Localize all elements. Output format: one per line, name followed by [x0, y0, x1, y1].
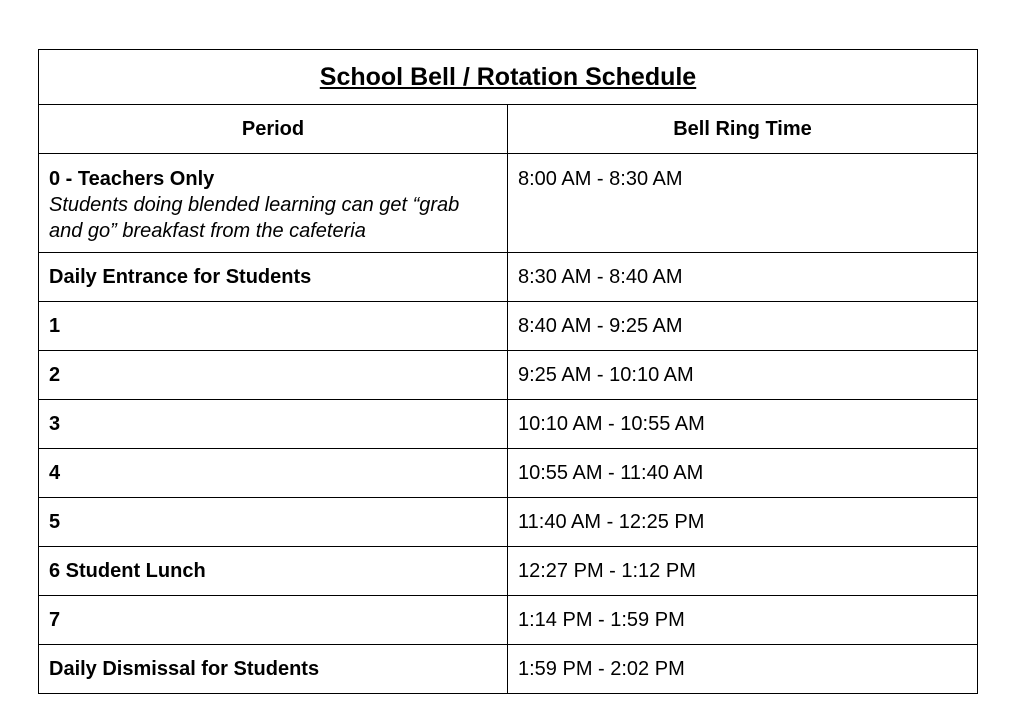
period-cell: Daily Dismissal for Students [39, 645, 508, 694]
time-cell: 8:30 AM - 8:40 AM [508, 253, 978, 302]
period-note: Students doing blended learning can get “grab and go” breakfast from the cafeteria [49, 194, 460, 242]
period-cell: 5 [39, 498, 508, 547]
table-row [39, 645, 978, 694]
period-cell: Daily Entrance for Students [39, 253, 508, 302]
table-row [39, 253, 978, 302]
time-cell: 1:59 PM - 2:02 PM [508, 645, 978, 694]
table-row [39, 498, 978, 547]
time-cell: 9:25 AM - 10:10 AM [508, 351, 978, 400]
time-cell: 1:14 PM - 1:59 PM [508, 596, 978, 645]
period-cell: 4 [39, 449, 508, 498]
time-cell: 10:10 AM - 10:55 AM [508, 400, 978, 449]
time-cell: 11:40 AM - 12:25 PM [508, 498, 978, 547]
time-cell: 10:55 AM - 11:40 AM [508, 449, 978, 498]
period-cell [39, 154, 508, 253]
header-row [39, 105, 978, 154]
time-cell: 12:27 PM - 1:12 PM [508, 547, 978, 596]
table-row [39, 596, 978, 645]
period-cell: 3 [39, 400, 508, 449]
period-cell: 1 [39, 302, 508, 351]
period-cell: 2 [39, 351, 508, 400]
table-row [39, 351, 978, 400]
table-row [39, 400, 978, 449]
table-row [39, 154, 978, 253]
table-row [39, 449, 978, 498]
time-cell: 8:00 AM - 8:30 AM [508, 154, 978, 253]
period-cell: 6 Student Lunch [39, 547, 508, 596]
table-row [39, 302, 978, 351]
period-cell: 7 [39, 596, 508, 645]
table-title: School Bell / Rotation Schedule [39, 50, 978, 105]
title-row [39, 50, 978, 105]
column-header-bell-time: Bell Ring Time [508, 105, 978, 154]
table-row [39, 547, 978, 596]
period-label: 0 - Teachers Only [49, 168, 215, 190]
column-header-period: Period [39, 105, 508, 154]
schedule-table [38, 49, 978, 694]
time-cell: 8:40 AM - 9:25 AM [508, 302, 978, 351]
